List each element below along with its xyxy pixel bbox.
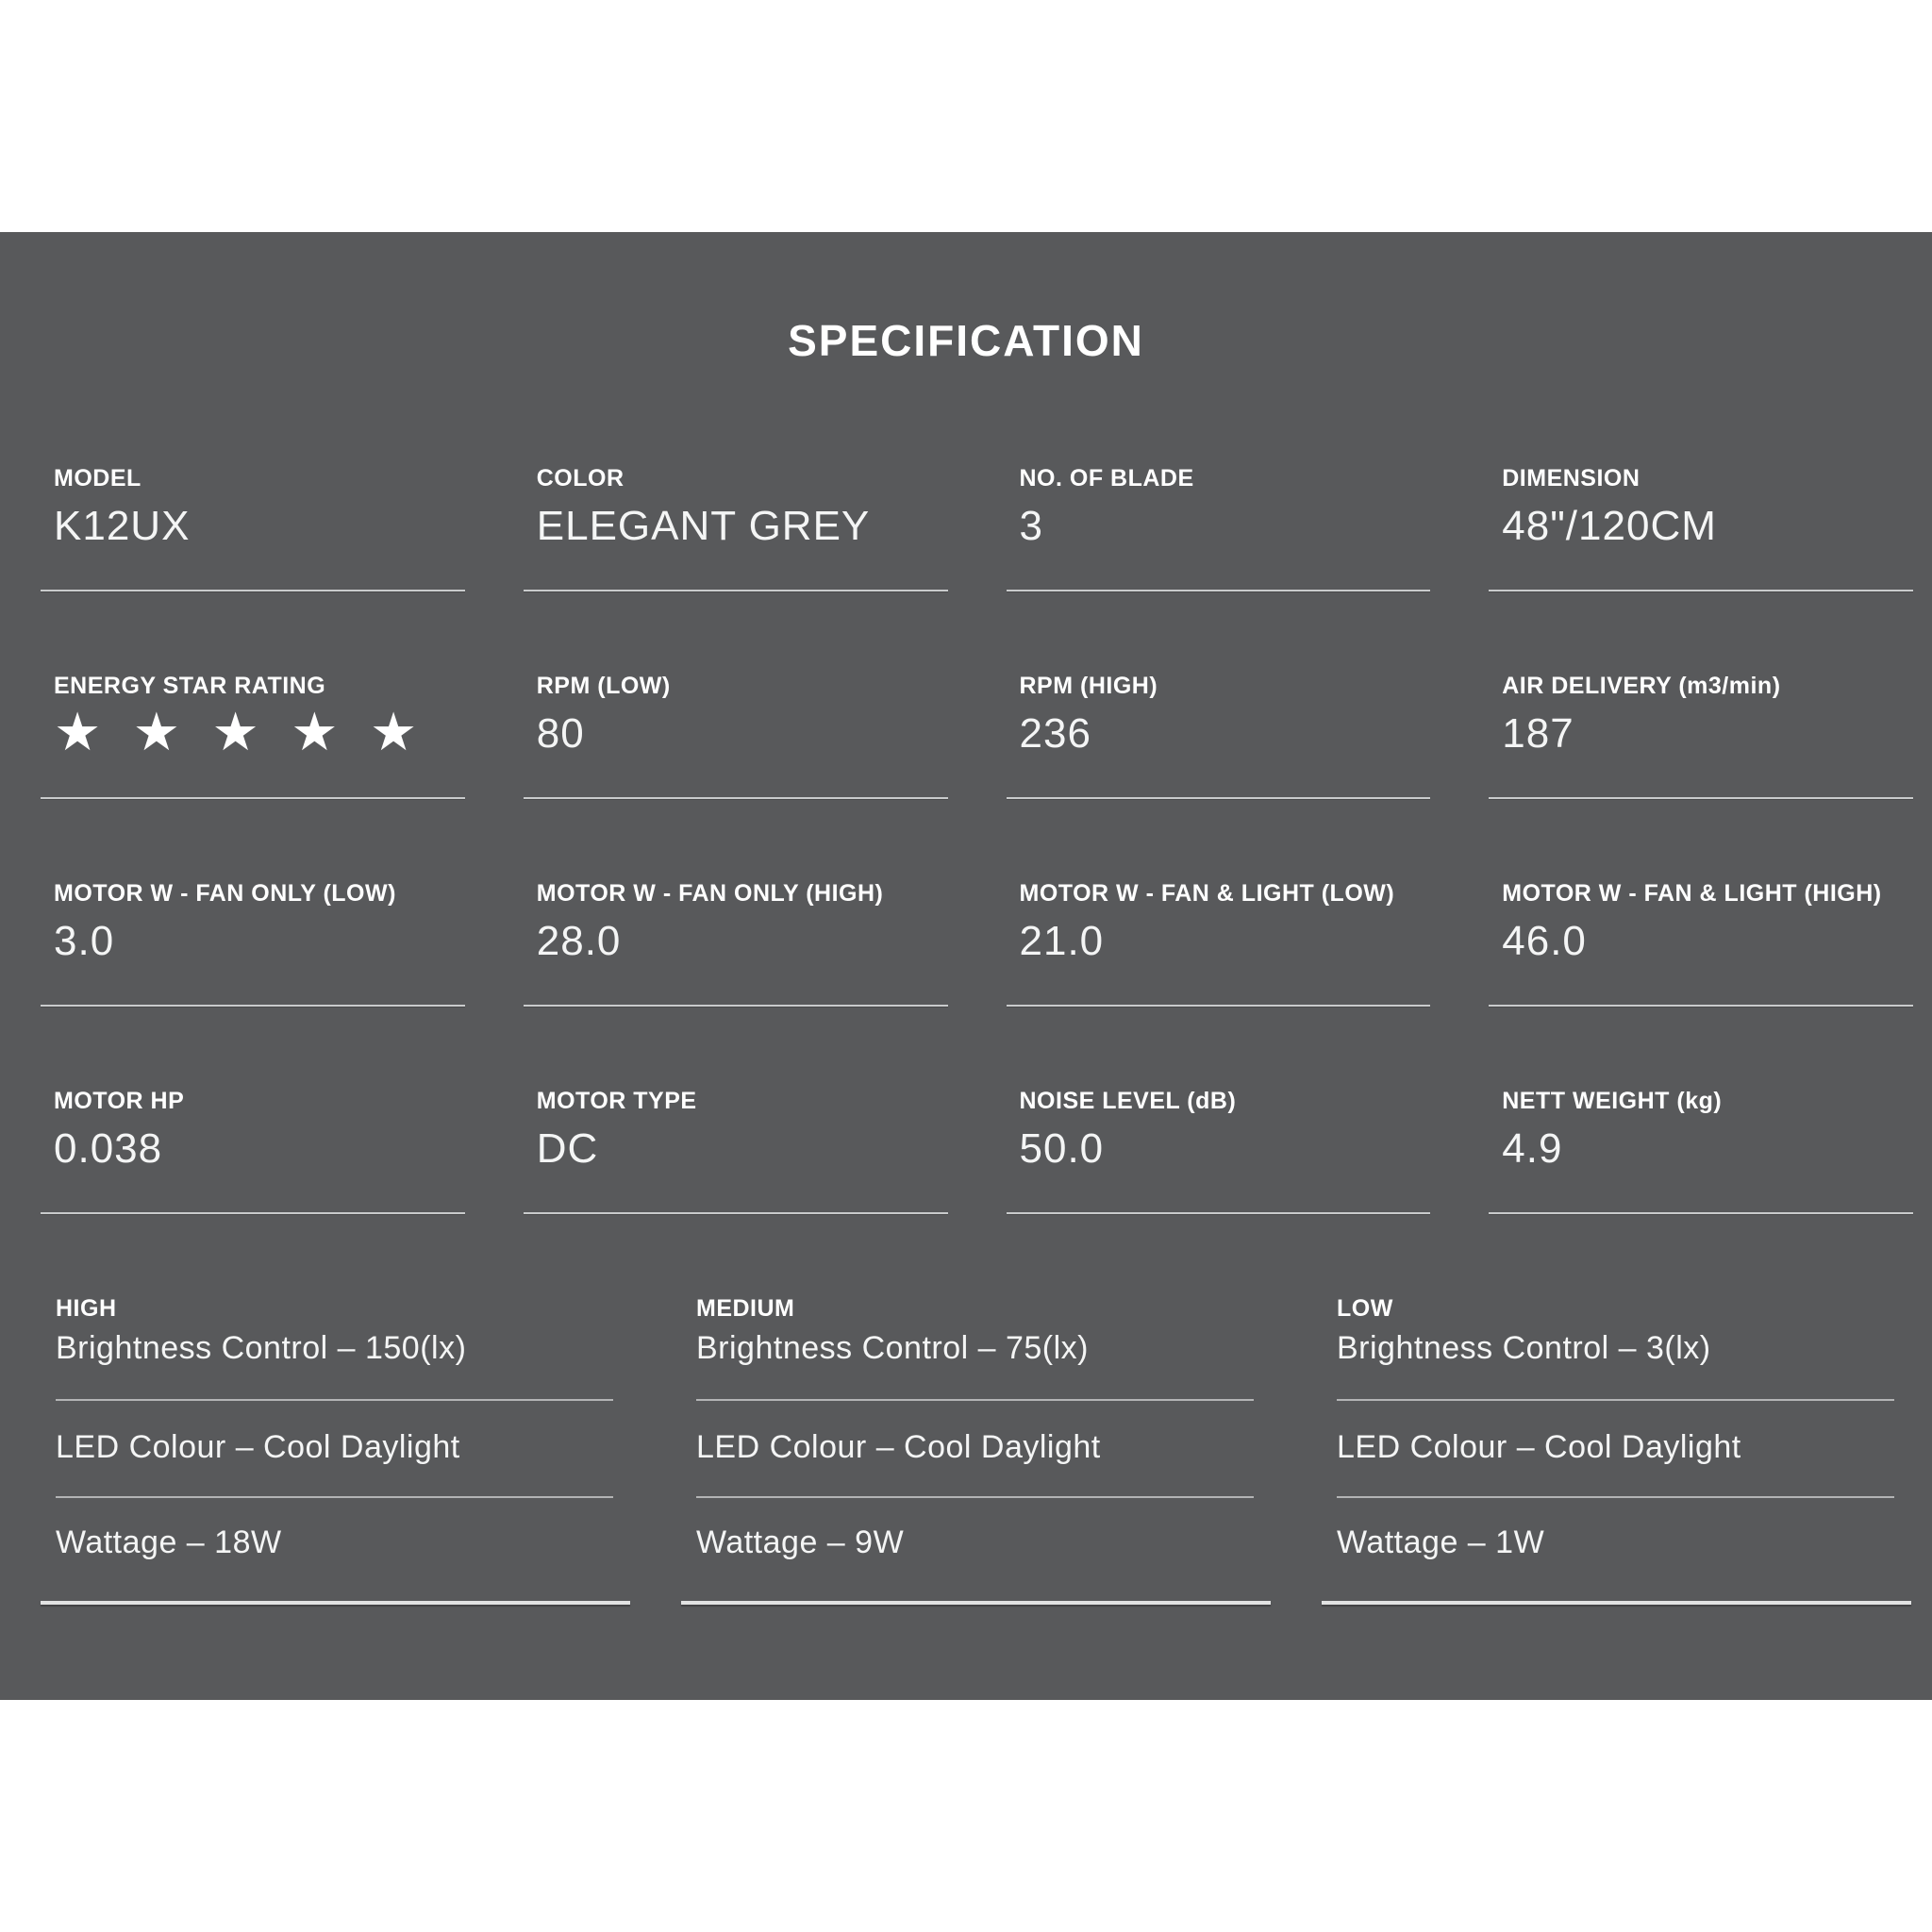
spec-value-motor-w-fan-light-low: 21.0	[1019, 917, 1105, 964]
spec-value-motor-hp: 0.038	[54, 1124, 163, 1172]
spec-label-noise-level: NOISE LEVEL (dB)	[1019, 1088, 1237, 1114]
spec-value-rpm-high: 236	[1019, 709, 1091, 757]
light-mode-low-brightness: Brightness Control – 3(lx)	[1337, 1330, 1894, 1401]
spec-cell-color	[524, 447, 948, 591]
divider	[41, 1601, 630, 1605]
spec-cell-motor-type	[524, 1070, 948, 1214]
light-mode-high-wattage: Wattage – 18W	[56, 1524, 282, 1560]
light-mode-high	[56, 1295, 613, 1605]
light-mode-high-header: HIGH	[56, 1295, 117, 1322]
specification-title: SPECIFICATION	[788, 316, 1144, 365]
spec-cell-motor-w-fan-only-low	[41, 862, 465, 1007]
spec-cell-model	[41, 447, 465, 591]
divider	[681, 1601, 1271, 1605]
spec-cell-nett-weight	[1489, 1070, 1913, 1214]
light-mode-medium-wattage: Wattage – 9W	[696, 1524, 905, 1560]
spec-label-color: COLOR	[536, 465, 625, 491]
spec-value-color: ELEGANT GREY	[536, 502, 871, 549]
spec-label-rpm-high: RPM (HIGH)	[1019, 673, 1158, 699]
divider	[1322, 1601, 1911, 1605]
spec-label-motor-w-fan-light-high: MOTOR W - FAN & LIGHT (HIGH)	[1502, 880, 1882, 907]
spec-label-dimension: DIMENSION	[1502, 465, 1641, 491]
spec-cell-motor-w-fan-light-high	[1489, 862, 1913, 1007]
spec-label-motor-w-fan-only-high: MOTOR W - FAN ONLY (HIGH)	[536, 880, 884, 907]
specification-panel	[0, 232, 1932, 1700]
light-mode-low-led-colour: LED Colour – Cool Daylight	[1337, 1401, 1894, 1498]
spec-grid	[41, 447, 1913, 1214]
spec-cell-noise-level	[1007, 1070, 1431, 1214]
light-mode-medium-led-colour: LED Colour – Cool Daylight	[696, 1401, 1254, 1498]
spec-value-dimension: 48"/120CM	[1502, 502, 1717, 549]
spec-cell-air-delivery	[1489, 655, 1913, 799]
light-mode-low-header: LOW	[1337, 1295, 1393, 1322]
spec-value-motor-type: DC	[536, 1124, 599, 1172]
light-mode-low-wattage: Wattage – 1W	[1337, 1524, 1545, 1560]
spec-label-motor-type: MOTOR TYPE	[536, 1088, 697, 1114]
spec-cell-energy-star-rating	[41, 655, 465, 799]
spec-cell-rpm-high	[1007, 655, 1431, 799]
spec-cell-motor-w-fan-light-low	[1007, 862, 1431, 1007]
spec-label-nett-weight: NETT WEIGHT (kg)	[1502, 1088, 1723, 1114]
spec-cell-rpm-low	[524, 655, 948, 799]
spec-value-rpm-low: 80	[536, 709, 585, 757]
light-mode-low	[1337, 1295, 1894, 1605]
light-mode-medium-header: MEDIUM	[696, 1295, 795, 1322]
spec-cell-motor-w-fan-only-high	[524, 862, 948, 1007]
light-mode-high-led-colour: LED Colour – Cool Daylight	[56, 1401, 613, 1498]
light-mode-medium-brightness: Brightness Control – 75(lx)	[696, 1330, 1254, 1401]
spec-label-motor-w-fan-only-low: MOTOR W - FAN ONLY (LOW)	[54, 880, 396, 907]
spec-value-nett-weight: 4.9	[1502, 1124, 1563, 1172]
spec-value-noise-level: 50.0	[1019, 1124, 1105, 1172]
spec-label-motor-hp: MOTOR HP	[54, 1088, 185, 1114]
light-mode-medium	[696, 1295, 1254, 1605]
spec-label-air-delivery: AIR DELIVERY (m3/min)	[1502, 673, 1781, 699]
spec-label-motor-w-fan-light-low: MOTOR W - FAN & LIGHT (LOW)	[1019, 880, 1395, 907]
light-modes-section	[56, 1295, 1894, 1605]
spec-cell-motor-hp	[41, 1070, 465, 1214]
light-mode-high-brightness: Brightness Control – 150(lx)	[56, 1330, 613, 1401]
spec-value-motor-w-fan-light-high: 46.0	[1502, 917, 1587, 964]
spec-label-model: MODEL	[54, 465, 142, 491]
spec-value-motor-w-fan-only-low: 3.0	[54, 917, 115, 964]
spec-label-no-of-blade: NO. OF BLADE	[1019, 465, 1194, 491]
spec-cell-dimension	[1489, 447, 1913, 591]
spec-value-no-of-blade: 3	[1019, 502, 1043, 549]
spec-label-energy-star-rating: ENERGY STAR RATING	[54, 673, 326, 699]
spec-cell-no-of-blade	[1007, 447, 1431, 591]
spec-value-motor-w-fan-only-high: 28.0	[536, 917, 622, 964]
star-rating-icon: ★ ★ ★ ★ ★	[54, 701, 426, 761]
spec-label-rpm-low: RPM (LOW)	[536, 673, 671, 699]
spec-value-air-delivery: 187	[1502, 709, 1574, 757]
spec-value-model: K12UX	[54, 502, 191, 549]
